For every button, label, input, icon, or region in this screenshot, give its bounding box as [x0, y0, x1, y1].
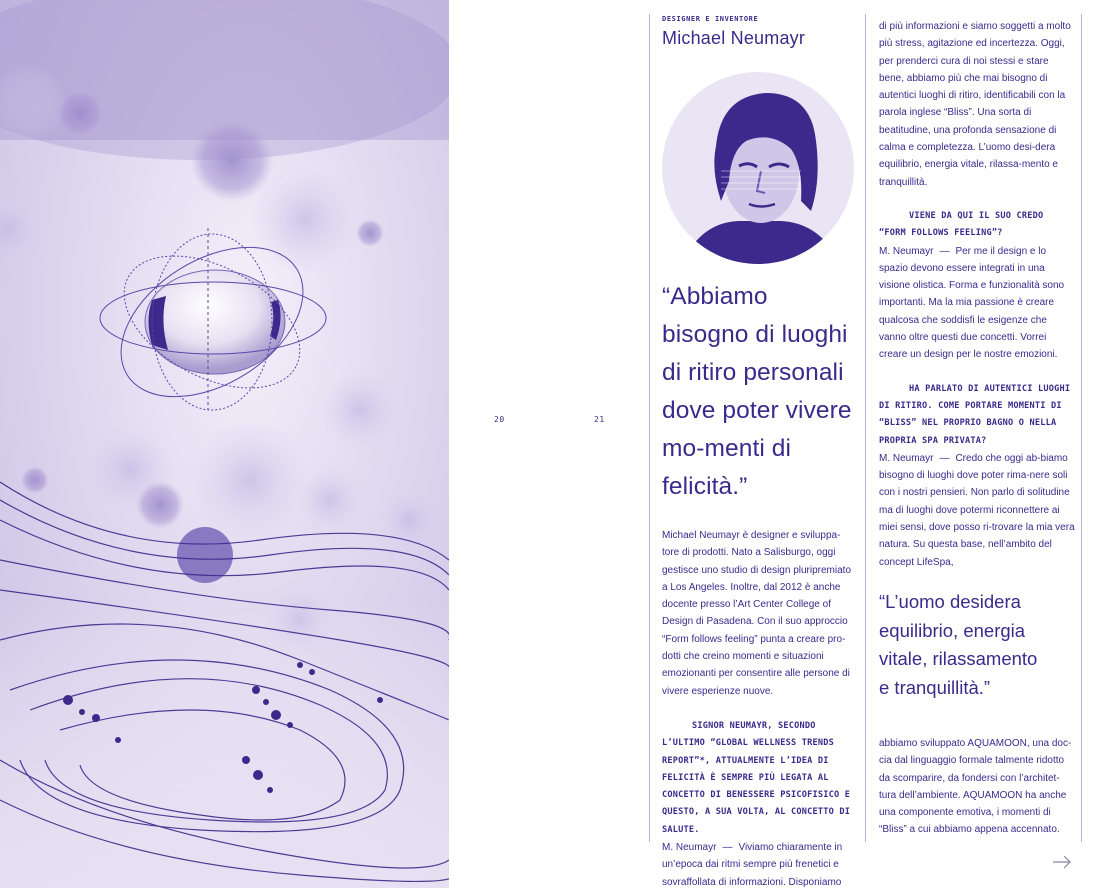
interview-answer-1-start: M. Neumayr — Viviamo chiaramente in un’epoca dai ritmi sempre più frenetici e sovraffollata di informazioni. Disponiamo — [662, 842, 843, 888]
column-rule-left — [649, 14, 650, 842]
cover-artwork — [0, 0, 449, 888]
page-number-left: 20 — [494, 415, 505, 424]
article-header — [662, 15, 856, 49]
interview-answer-3: M. Neumayr — Credo che oggi ab-biamo bisogno di luoghi dove poter rima-nere soli con i nostri pensieri. Non parlo di solitudine ma di luoghi dove potermi riconnettere ai miei sensi, dove posso ri-trovare la mia vera natura. Su questa base, nell’ambito del concept LifeSpa, — [879, 452, 1075, 568]
interviewee-name: Michael Neumayr — [662, 28, 806, 48]
interview-answer-3-cont: abbiamo sviluppato AQUAMOON, una doc-cia dal linguaggio formale talmente ridotto da scomparire, da fondersi con l’architet-tura dell’ambiente. AQUAMOON ha anche una componente emotiva, i momenti di “Bliss” a cui abbiamo appena accennato. — [879, 738, 1072, 836]
bio-paragraph: Michael Neumayr è designer e sviluppa-tore di prodotti. Nato a Salisburgo, oggi gestisce uno studio di design pluripremiato a Los Angeles. Inoltre, dal 2012 è anche docente presso l’Art Center College of Design di Pasadena. Con il suo approccio “Form follows feeling” punta a creare pro-dotti che creino momenti e situazioni emozionanti per consentire alle persone di vivere esperienze nuove. — [662, 530, 851, 697]
abstract-illustration — [0, 0, 449, 888]
kicker: DESIGNER E INVENTORE — [662, 15, 759, 23]
column-two-bottom — [879, 735, 1075, 839]
interview-question-3: HA PARLATO DI AUTENTICI LUOGHI DI RITIRO. COME PORTARE MOMENTI DI “BLISS” NEL PROPRIO BAGNO O NELLA PROPRIA SPA PRIVATA? — [879, 383, 1071, 446]
pull-quote-main: “Abbiamo bisogno di luoghi di ritiro personali dove poter vivere mo-menti di felicità.” — [662, 283, 852, 500]
page-number-right: 21 — [594, 415, 605, 424]
interview-question-1: SIGNOR NEUMAYR, SECONDO L’ULTIMO “GLOBAL WELLNESS TRENDS REPORT”*, ATTUALMENTE L’IDEA DI FELICITÀ È SEMPRE PIÙ LEGATA AL CONCETTO DI BENESSERE PSICOFISICO E QUESTO, A SUA VOLTA, AL CONCETTO DI SALUTE. — [662, 720, 851, 835]
column-rule-middle — [865, 14, 866, 842]
column-two — [879, 18, 1075, 571]
pull-quote-secondary-block — [879, 588, 1039, 702]
column-rule-right — [1081, 14, 1082, 842]
interview-answer-1-cont: di più informazioni e siamo soggetti a molto più stress, agitazione ed incertezza. Oggi, per prenderci cura di noi stessi e stare bene, abbiamo più che mai bisogno di autentici luoghi di ritiro, identificabili con la parola inglese “Bliss”. Una sorta di beatitudine, una profonda sensazione di calma e completezza. L’uomo desi-dera equilibrio, energia vitale, rilassa-mento e tranquillità. — [879, 21, 1071, 188]
column-one — [662, 278, 856, 888]
interview-answer-2: M. Neumayr — Per me il design e lo spazio devono essere integrati in una visione olistica. Forma e funzionalità sono importanti. Ma la mia passione è creare qualcosa che soddisfi le esigenze che vanno oltre questi due concetti. Vorrei creare un design per le nostre emozioni. — [879, 245, 1065, 361]
arrow-right-icon[interactable] — [1052, 854, 1072, 870]
pull-quote-secondary: “L’uomo desidera equilibrio, energia vitale, rilassamento e tranquillità.” — [879, 591, 1038, 698]
interview-question-2: VIENE DA QUI IL SUO CREDO “FORM FOLLOWS FEELING”? — [879, 210, 1044, 239]
portrait-photo — [661, 71, 855, 265]
